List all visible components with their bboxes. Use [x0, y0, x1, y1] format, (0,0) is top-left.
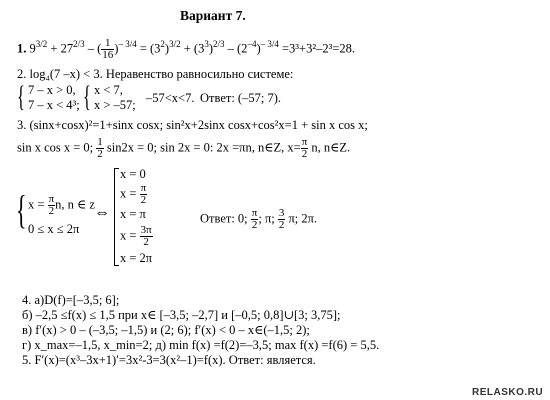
task2-sys1-b: 7 – x < 4³; [28, 98, 80, 112]
t3-sb2-num: π [140, 182, 147, 194]
t3-ans-post: π; 2π. [288, 211, 318, 226]
task2-line: 2. log₄(7 –x) < 3. Неравенство равносильно системе: [17, 67, 294, 81]
t3-pi2-den: 2 [301, 148, 308, 160]
t1-exp5: 2/3 [213, 39, 225, 50]
task2-sys2-a: x < 7, [94, 83, 123, 97]
t3-l2-a: sin x cos x = 0; [17, 140, 94, 155]
t1-tail: =3³+3²–2³=28. [278, 41, 356, 56]
t3-l2-c: n, n∈Z. [311, 140, 351, 155]
task1-number: 1. [17, 41, 27, 56]
t3-ans-pre: Ответ: 0; [200, 211, 248, 226]
task4-b: б) –2,5 ≤f(x) ≤ 1,5 при x∈ [–3,5; –2,7] и [–0,5; 0,8]∪[3; 3,75]; [22, 308, 341, 322]
t3-sb2-den: 2 [140, 194, 147, 206]
t1-minus2: – (2 [224, 41, 248, 56]
task4-c: в) f′(x) > 0 – (–3,5; –1,5) и (2; 6); f′(x) < 0 – x∈(–1,5; 2); [22, 323, 310, 337]
t3-sb4-pre: x = [120, 228, 137, 243]
task3-sysB-4 [120, 225, 153, 248]
task4-a: 4. а)D(f)=[–3,5; 6]; [22, 293, 120, 307]
equivalence-arrow: ⇔ [94, 204, 110, 221]
t1-base: 9 [29, 41, 36, 56]
t1-close3: ) [208, 41, 213, 56]
t3-sa1-den: 2 [48, 205, 55, 217]
t3-half-fraction [96, 137, 104, 160]
task2-sys2-b: x > –57; [94, 98, 136, 112]
t3-ans-mid: ; π; [258, 211, 275, 226]
t1-exp4: 3/2 [169, 39, 181, 50]
t3-sb4-frac [140, 225, 153, 248]
t3-sa1-post: n, n ∈ z [55, 197, 95, 212]
task3-sysB-5: x = 2π [120, 251, 153, 265]
task3-sysB-3: x = π [120, 207, 146, 221]
task2-range: –57<x<7. [146, 91, 195, 105]
task3-answer [200, 208, 317, 231]
t1-close: ) [114, 41, 119, 56]
t1-sq: 2 [160, 39, 165, 50]
t3-l2-b: sin2x = 0; sin 2x = 0: 2x =πn, n∈Z, x= [106, 140, 301, 155]
task5-line: 5. F′(x)=(x³–3x+1)′=3x²-3=3(x²–1)=f(x). Ответ: является. [22, 353, 316, 367]
t3-ans-frac2 [278, 208, 286, 231]
t3-half-den: 2 [97, 148, 103, 160]
t3-pi2-num: π [301, 136, 308, 148]
t1-plus: + 27 [47, 41, 74, 56]
t1-plus2: + (3 [180, 41, 205, 56]
page-title: Вариант 7. [180, 8, 246, 23]
watermark: RELASKO.RU [472, 387, 544, 398]
task3-brace-a: { [16, 187, 27, 232]
t3-sb4-den: 2 [143, 236, 149, 248]
t3-ans-f2-num: 3 [278, 207, 285, 219]
t3-half-num: 1 [97, 136, 103, 148]
task1-line [17, 38, 355, 61]
t1-close4: ) [256, 41, 261, 56]
t3-sa1-frac [48, 194, 56, 217]
task3-sysA-1 [28, 194, 95, 217]
task4-d: г) x_max=–1,5, x_min=2; д) min f(x) =f(2)=–3,5; max f(x) =f(6) = 5,5. [22, 338, 380, 352]
task3-sysA-2: 0 ≤ x ≤ 2π [28, 222, 80, 236]
t1-minus: – ( [84, 41, 102, 56]
t1-eq: = (3 [136, 41, 161, 56]
t1-close2: ) [164, 41, 170, 56]
t1-exp3: – 3/4 [118, 39, 137, 50]
t3-sa1-pre: x = [28, 197, 45, 212]
task2-answer: Ответ: (–57; 7). [200, 91, 281, 105]
task2-brace-2: { [83, 80, 91, 113]
t3-sb2-frac [140, 183, 148, 206]
t3-ans-f2-den: 2 [278, 219, 285, 231]
t3-ans-f1-den: 2 [251, 219, 258, 231]
t1-cube: 3 [204, 39, 209, 50]
t1-fraction [101, 38, 114, 61]
task3-sysB-2 [120, 183, 147, 206]
task3-sysB-1: x = 0 [120, 167, 146, 181]
t1-exp6: – 3/4 [260, 39, 279, 50]
task2-sys1-a: 7 – x > 0, [28, 83, 76, 97]
t1-m4: –4 [247, 39, 257, 50]
task3-bracket-b [114, 168, 119, 266]
task3-line1: 3. (sinx+cosx)²=1+sinx cosx; sin²x+2sinx cosx+cos²x=1 + sin x cos x; [17, 118, 368, 132]
t3-sb2-pre: x = [120, 186, 137, 201]
t3-sa1-num: π [48, 193, 55, 205]
t1-frac-num: 1 [101, 38, 114, 50]
t3-sb4-num: 3π [140, 224, 152, 236]
t1-frac-den: 16 [102, 49, 114, 61]
task2-brace-1: { [17, 80, 25, 113]
t1-exp2: 2/3 [73, 39, 85, 50]
t1-exp1: 3/2 [35, 39, 48, 50]
t3-pi2-fraction [301, 137, 309, 160]
t3-ans-f1-num: π [251, 207, 258, 219]
task3-line2 [17, 137, 350, 160]
